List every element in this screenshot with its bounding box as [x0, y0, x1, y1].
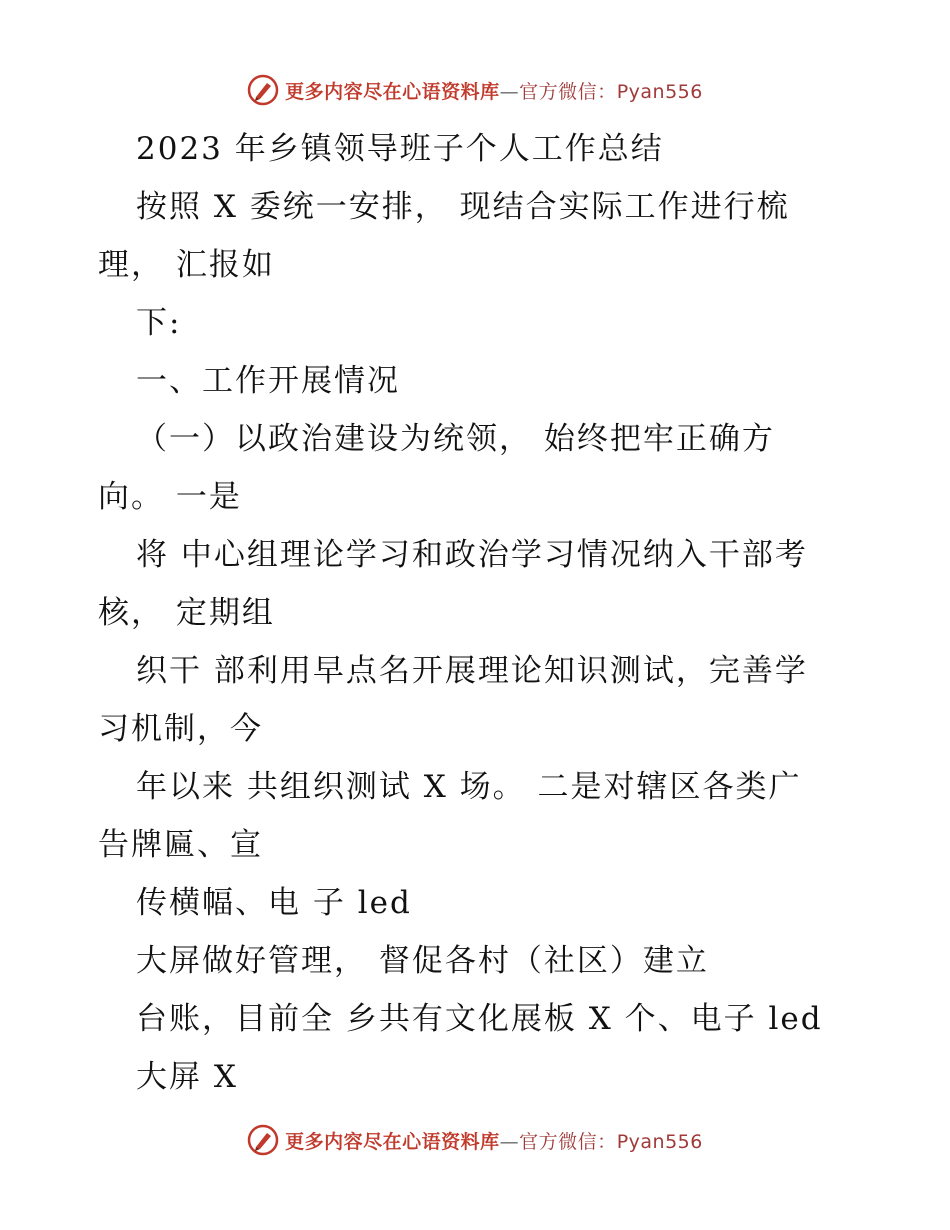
banner-text [285, 77, 703, 104]
footer-banner [0, 1120, 950, 1160]
paragraph-line: 大屏做好管理， 督促各村（社区）建立 [136, 943, 709, 979]
header-banner [0, 70, 950, 110]
paragraph-line: 核， 定期组 [98, 595, 275, 631]
subsection-heading: （一）以政治建设为统领， 始终把牢正确方 [136, 421, 775, 457]
banner-wechat-id: Pyan556 [616, 80, 703, 103]
paragraph-line: 织干 部利用早点名开展理论知识测试，完善学 [136, 653, 808, 689]
paragraph-line: 台账，目前全 乡共有文化展板 X 个、电子 led [136, 1001, 823, 1037]
banner-text [285, 1127, 703, 1154]
pen-logo-icon [247, 74, 279, 106]
banner-wechat-label: 官方微信： [519, 80, 617, 103]
paragraph-line: 大屏 X [136, 1059, 238, 1095]
banner-separator: — [499, 1130, 520, 1153]
banner-wechat-id: Pyan556 [616, 1130, 703, 1153]
paragraph-line: 将 中心组理论学习和政治学习情况纳入干部考 [136, 537, 808, 573]
document-title: 2023 年乡镇领导班子个人工作总结 [136, 131, 664, 167]
paragraph-line: 下: [136, 305, 182, 341]
banner-separator: — [499, 80, 520, 103]
paragraph-line: 理， 汇报如 [98, 247, 275, 283]
banner-main: 更多内容尽在心语资料库 [285, 1130, 500, 1153]
paragraph-line: 向。 一是 [98, 479, 242, 515]
section-heading: 一、工作开展情况 [136, 363, 400, 399]
paragraph-line: 按照 X 委统一安排， 现结合实际工作进行梳 [136, 189, 790, 225]
banner-main: 更多内容尽在心语资料库 [285, 80, 500, 103]
paragraph-line: 传横幅、电 子 led [136, 885, 412, 921]
banner-wechat-label: 官方微信： [519, 1130, 617, 1153]
pen-logo-icon [247, 1124, 279, 1156]
paragraph-line: 习机制，今 [98, 711, 263, 747]
paragraph-line: 告牌匾、宣 [98, 827, 263, 863]
paragraph-line: 年以来 共组织测试 X 场。 二是对辖区各类广 [136, 769, 802, 805]
